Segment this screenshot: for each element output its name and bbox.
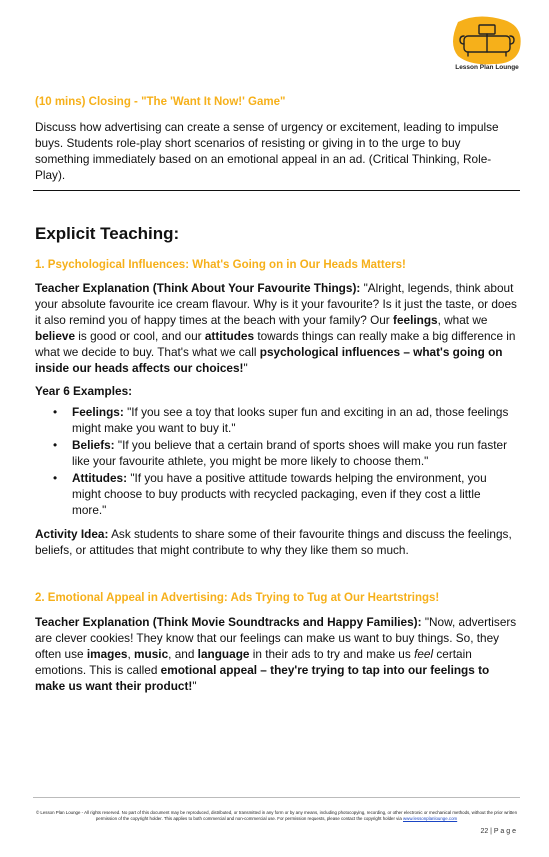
section-divider (33, 190, 520, 191)
bullet-icon: • (53, 471, 58, 485)
emphasis-believe: believe (35, 329, 76, 343)
list-item (53, 437, 518, 469)
bullet-label: Attitudes: (72, 471, 128, 485)
emphasis-feel: feel (414, 647, 434, 661)
emphasis-psychological-influences: psychological influences – what's going on inside our heads affects our choices! (35, 345, 503, 375)
bullet-text: "If you have a positive attitude towards helping the environment, you might choose to buy products with recycled packaging, even if they cost a little more." (72, 471, 487, 517)
copyright-footer (33, 810, 520, 822)
activity-idea (35, 526, 517, 558)
teacher-explanation-label: Teacher Explanation (Think Movie Soundtracks and Happy Families): (35, 615, 422, 629)
list-item (53, 404, 518, 436)
activity-idea-text: Ask students to share some of their favourite things and discuss the feelings, beliefs, or attitudes that might contribute to why they like them so much. (35, 527, 512, 557)
bullet-icon: • (53, 438, 58, 452)
bullet-icon: • (53, 405, 58, 419)
bullet-label: Feelings: (72, 405, 124, 419)
explanation-text: is good or cool, and our (75, 329, 205, 343)
closing-body: Discuss how advertising can create a sense of urgency or excitement, leading to impulse buys. Students role-play short scenarios of resisting or giving in to the urge to buy something immediately based on an emotional appeal in an ad. (Critical Thinking, Role-Play). (35, 120, 499, 182)
emphasis-emotional-appeal: emotional appeal – they're trying to tap into our feelings to make us want their product! (35, 663, 490, 693)
explanation-text: , and (168, 647, 198, 661)
bullet-text: "If you believe that a certain brand of sports shoes will make you run faster like your favourite athlete, you might be more likely to choose them." (72, 438, 507, 468)
explanation-text: " (243, 361, 248, 375)
page-number: 22 | P a g e (480, 828, 516, 835)
explanation-text: , what we (437, 313, 488, 327)
section1-teacher-explanation (35, 280, 517, 376)
logo-text: Lesson Plan Lounge (455, 64, 519, 71)
explanation-text: , (127, 647, 135, 661)
section1-heading: 1. Psychological Influences: What's Going on in Our Heads Matters! (35, 259, 406, 271)
copyright-text: © Lesson Plan Lounge - All rights reserved. No part of this document may be reproduced, distributed, or transmitted in any form or by any means, including photocopying, recording, or other electronic or mechanical methods, without the prior written permission of the copyright holder. This applies to both commercial and non-commercial use. For permission requests, please contact the copyright holder via (35, 810, 518, 821)
emphasis-images: images (86, 647, 128, 661)
explanation-text: towards things can really make a big difference in what we decide to buy. That's what we call (35, 329, 516, 359)
explicit-teaching-title: Explicit Teaching: (35, 224, 180, 243)
footer-divider (33, 797, 520, 798)
emphasis-attitudes: attitudes (204, 329, 255, 343)
teacher-explanation-label: Teacher Explanation (Think About Your Favourite Things): (35, 281, 361, 295)
activity-idea-label: Activity Idea: (35, 527, 109, 541)
year6-examples-label: Year 6 Examples: (35, 384, 133, 398)
bullet-label: Beliefs: (72, 438, 115, 452)
emphasis-music: music (134, 647, 169, 661)
explanation-text: "Alright, legends, think about your absolute favourite ice cream flavour. Why is it your favourite? Is it just the taste, or does it also remind you of happy times at the beach with your family? Our (35, 281, 517, 327)
explanation-text: in their ads to try and make us (249, 647, 415, 661)
explanation-text: certain emotions. This is called (35, 647, 472, 677)
explanation-text: "Now, advertisers are clever cookies! They know that our feelings can make us want to buy things. So, they often use (35, 615, 517, 661)
explanation-text: " (192, 679, 197, 693)
website-link[interactable]: www.lessonplanlounge.com (403, 816, 458, 821)
emphasis-language: language (197, 647, 250, 661)
closing-heading: (10 mins) Closing - "The 'Want It Now!' Game" (35, 96, 286, 108)
list-item (53, 470, 518, 518)
bullet-text: "If you see a toy that looks super fun and exciting in an ad, those feelings might make you want to buy it." (72, 405, 509, 435)
examples-list (53, 404, 518, 519)
section2-heading: 2. Emotional Appeal in Advertising: Ads Trying to Tug at Our Heartstrings! (35, 592, 440, 604)
emphasis-feelings: feelings (393, 313, 438, 327)
section2-teacher-explanation (35, 614, 517, 694)
